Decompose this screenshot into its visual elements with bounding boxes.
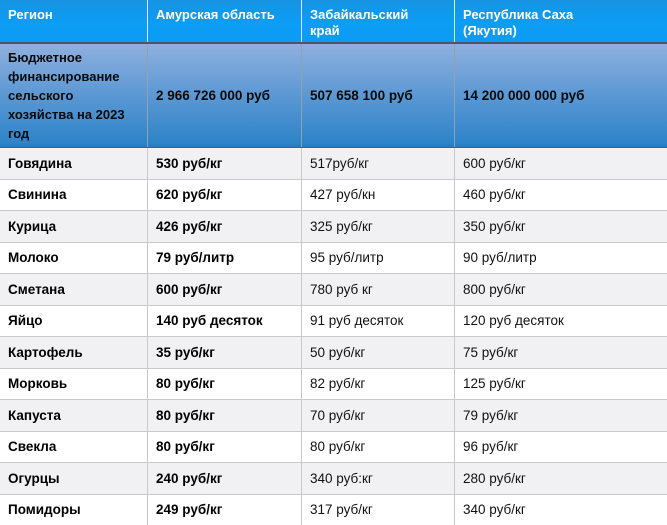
price-cell-amur: 80 руб/кг	[148, 400, 302, 431]
header-label: Регион	[8, 7, 53, 22]
table-row	[0, 463, 667, 495]
price-cell-amur: 620 руб/кг	[148, 180, 302, 211]
header-cell-sakha-yakutia	[455, 0, 667, 42]
product-price-rows	[0, 148, 667, 525]
product-name-cell: Помидоры	[0, 495, 148, 525]
price-cell-sakha: 350 руб/кг	[463, 218, 526, 234]
price-cell-amur: 426 руб/кг	[148, 211, 302, 242]
price-cell-amur: 79 руб/литр	[148, 243, 302, 274]
product-name-cell: Морковь	[0, 369, 148, 400]
budget-value-sakha: 14 200 000 000 руб	[463, 88, 585, 103]
product-name-cell: Капуста	[0, 400, 148, 431]
price-cell-sakha: 340 руб/кг	[463, 502, 526, 518]
price-cell-zabaykalsky: 95 руб/литр	[302, 243, 455, 274]
header-label: Амурская область	[156, 7, 275, 22]
price-cell-amur: 249 руб/кг	[148, 495, 302, 525]
price-cell-zabaykalsky: 80 руб/кг	[302, 432, 455, 463]
product-name-cell: Картофель	[0, 337, 148, 368]
table-row	[0, 180, 667, 212]
price-cell-zabaykalsky: 340 руб:кг	[302, 463, 455, 494]
product-name-cell: Сметана	[0, 274, 148, 305]
table-row	[0, 211, 667, 243]
price-cell-zabaykalsky: 50 руб/кг	[302, 337, 455, 368]
price-cell-sakha: 125 руб/кг	[463, 376, 526, 392]
product-name-cell: Курица	[0, 211, 148, 242]
budget-row-label-cell	[0, 44, 148, 147]
table-row	[0, 274, 667, 306]
header-label: Республика Саха (Якутия)	[463, 7, 574, 38]
price-cell-zabaykalsky: 82 руб/кг	[302, 369, 455, 400]
header-cell-zabaykalsky-krai	[302, 0, 455, 42]
budget-financing-row	[0, 44, 667, 148]
price-cell-sakha: 75 руб/кг	[463, 344, 519, 360]
product-name-cell: Свинина	[0, 180, 148, 211]
price-cell-sakha: 280 руб/кг	[463, 470, 526, 486]
price-cell-zabaykalsky: 427 руб/кн	[302, 180, 455, 211]
price-cell-zabaykalsky: 517руб/кг	[302, 148, 455, 179]
budget-value-zabaykalsky: 507 658 100 руб	[302, 44, 455, 147]
price-cell-zabaykalsky: 780 руб кг	[302, 274, 455, 305]
table-row	[0, 148, 667, 180]
table-header-row	[0, 0, 667, 44]
product-name-cell: Яйцо	[0, 306, 148, 337]
table-row	[0, 400, 667, 432]
table-row	[0, 337, 667, 369]
price-cell-sakha: 90 руб/литр	[463, 250, 537, 266]
price-cell-amur: 80 руб/кг	[148, 432, 302, 463]
price-cell-sakha: 96 руб/кг	[463, 439, 519, 455]
price-cell-amur: 140 руб десяток	[148, 306, 302, 337]
price-cell-sakha: 120 руб десяток	[463, 313, 564, 329]
table-row	[0, 495, 667, 525]
table-row	[0, 243, 667, 275]
price-cell-zabaykalsky: 70 руб/кг	[302, 400, 455, 431]
table-row	[0, 306, 667, 338]
header-label: Забайкальский край	[310, 7, 409, 38]
product-name-cell: Говядина	[0, 148, 148, 179]
budget-value-amur: 2 966 726 000 руб	[148, 44, 302, 147]
product-name-cell: Молоко	[0, 243, 148, 274]
price-cell-amur: 80 руб/кг	[148, 369, 302, 400]
price-cell-amur: 240 руб/кг	[148, 463, 302, 494]
table-row	[0, 369, 667, 401]
price-cell-amur: 600 руб/кг	[148, 274, 302, 305]
product-name-cell: Огурцы	[0, 463, 148, 494]
price-cell-sakha: 800 руб/кг	[463, 281, 526, 297]
budget-row-label: Бюджетное финансирование сельского хозяйства на 2023 год	[8, 50, 125, 141]
product-name-cell: Свекла	[0, 432, 148, 463]
price-cell-sakha: 79 руб/кг	[463, 407, 519, 423]
price-cell-amur: 530 руб/кг	[148, 148, 302, 179]
price-cell-zabaykalsky: 317 руб/кг	[302, 495, 455, 525]
price-cell-sakha: 600 руб/кг	[463, 155, 526, 171]
table-row	[0, 432, 667, 464]
price-cell-amur: 35 руб/кг	[148, 337, 302, 368]
header-cell-amur-oblast	[148, 0, 302, 42]
header-cell-region	[0, 0, 148, 42]
price-cell-zabaykalsky: 325 руб/кг	[302, 211, 455, 242]
price-cell-sakha: 460 руб/кг	[463, 187, 526, 203]
price-cell-zabaykalsky: 91 руб десяток	[302, 306, 455, 337]
